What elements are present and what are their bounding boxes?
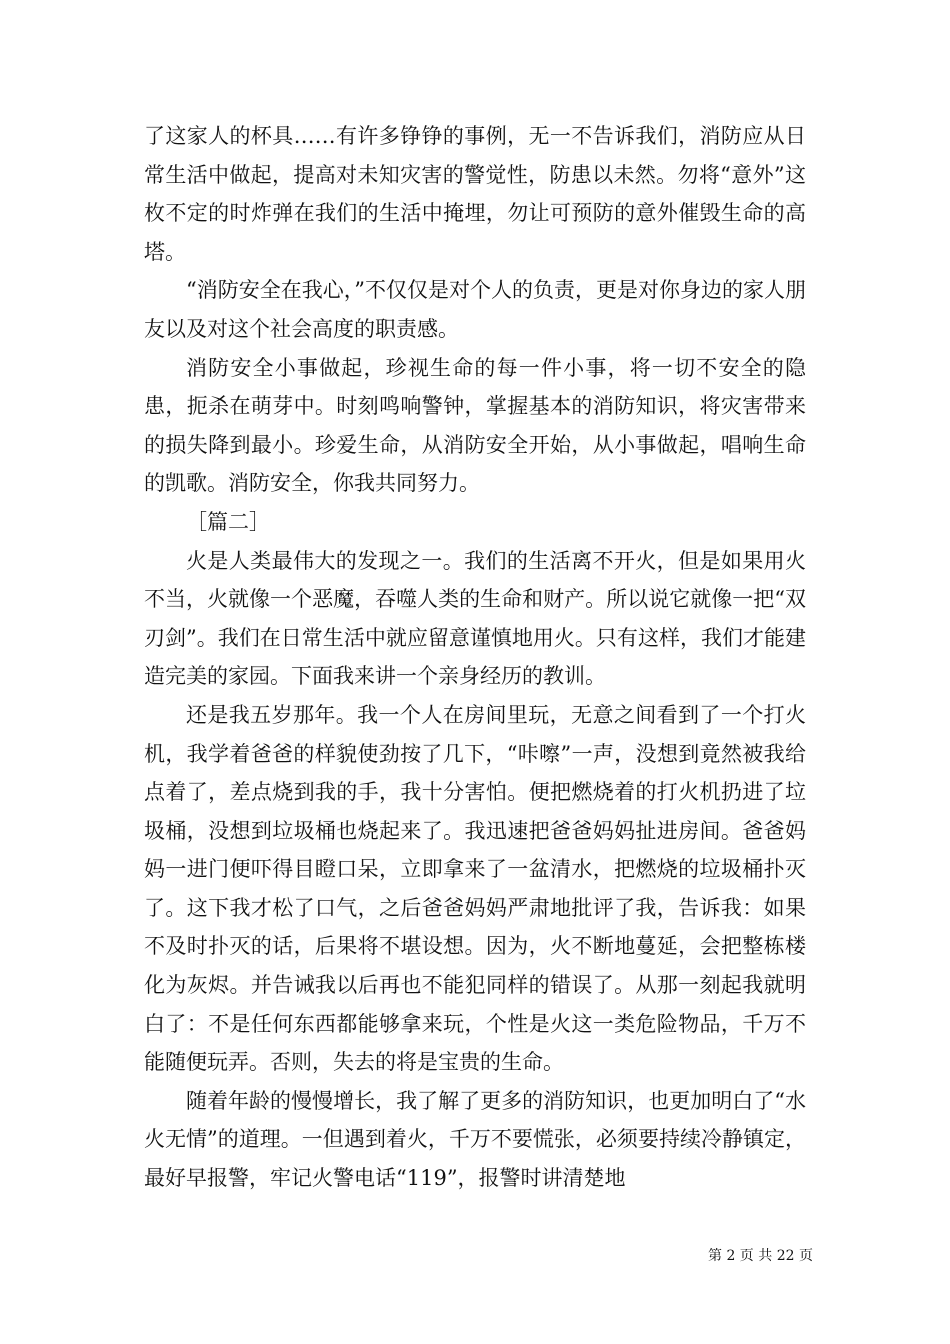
document-body <box>144 117 806 1198</box>
paragraph-growing-up: 随着年龄的慢慢增长，我了解了更多的消防知识，也更加明白了“水火无情”的道理。一但遇到着火，千万不要慌张，必须要持续冷静镇定，最好早报警，牢记火警电话“119”，报警时讲清楚地 <box>144 1088 806 1191</box>
paragraph-fire-safety-small-things: 消防安全小事做起，珍视生命的每一件小事，将一切不安全的隐患，扼杀在萌芽中。时刻鸣响警钟，掌握基本的消防知识，将灾害带来的损失降到最小。珍爱生命，从消防安全开始，从小事做起，唱响生命的凯歌。消防安全，你我共同努力。 <box>144 355 806 496</box>
paragraph-childhood-story: 还是我五岁那年。我一个人在房间里玩，无意之间看到了一个打火机，我学着爸爸的样貌使劲按了几下，“咔嚓”一声，没想到竟然被我给点着了，差点烧到我的手，我十分害怕。便把燃烧着的打火机扔进了垃圾桶，没想到垃圾桶也烧起来了。我迅速把爸爸妈妈扯进房间。爸爸妈妈一进门便吓得目瞪口呆，立即拿来了一盆清水，把燃烧的垃圾桶扑灭了。这下我才松了口气，之后爸爸妈妈严肃地批评了我，告诉我：如果不及时扑灭的话，后果将不堪设想。因为，火不断地蔓延，会把整栋楼化为灰烬。并告诫我以后再也不能犯同样的错误了。从那一刻起我就明白了：不是任何东西都能够拿来玩，个性是火这一类危险物品，千万不能随便玩弄。否则，失去的将是宝贵的生命。 <box>144 702 806 1075</box>
paragraph-fire-safety-heart: “消防安全在我心，”不仅仅是对个人的负责，更是对你身边的家人朋友以及对这个社会高度的职责感。 <box>144 278 806 341</box>
paragraph-fire-discovery: 火是人类最伟大的发现之一。我们的生活离不开火，但是如果用火不当，火就像一个恶魔，吞噬人类的生命和财产。所以说它就像一把“双刃剑”。我们在日常生活中就应留意谨慎地用火。只有这样，我们才能建造完美的家园。下面我来讲一个亲身经历的教训。 <box>144 548 806 689</box>
section-heading-part-two: ［篇二］ <box>186 509 270 534</box>
page-number: 第 2 页 共 22 页 <box>708 1248 813 1264</box>
paragraph-continuation: 了这家人的杯具……有许多铮铮的事例，无一不告诉我们，消防应从日常生活中做起，提高对未知灾害的警觉性，防患以未然。勿将“意外”这枚不定的时炸弹在我们的生活中掩埋，勿让可预防的意外催毁生命的高塔。 <box>144 124 806 264</box>
